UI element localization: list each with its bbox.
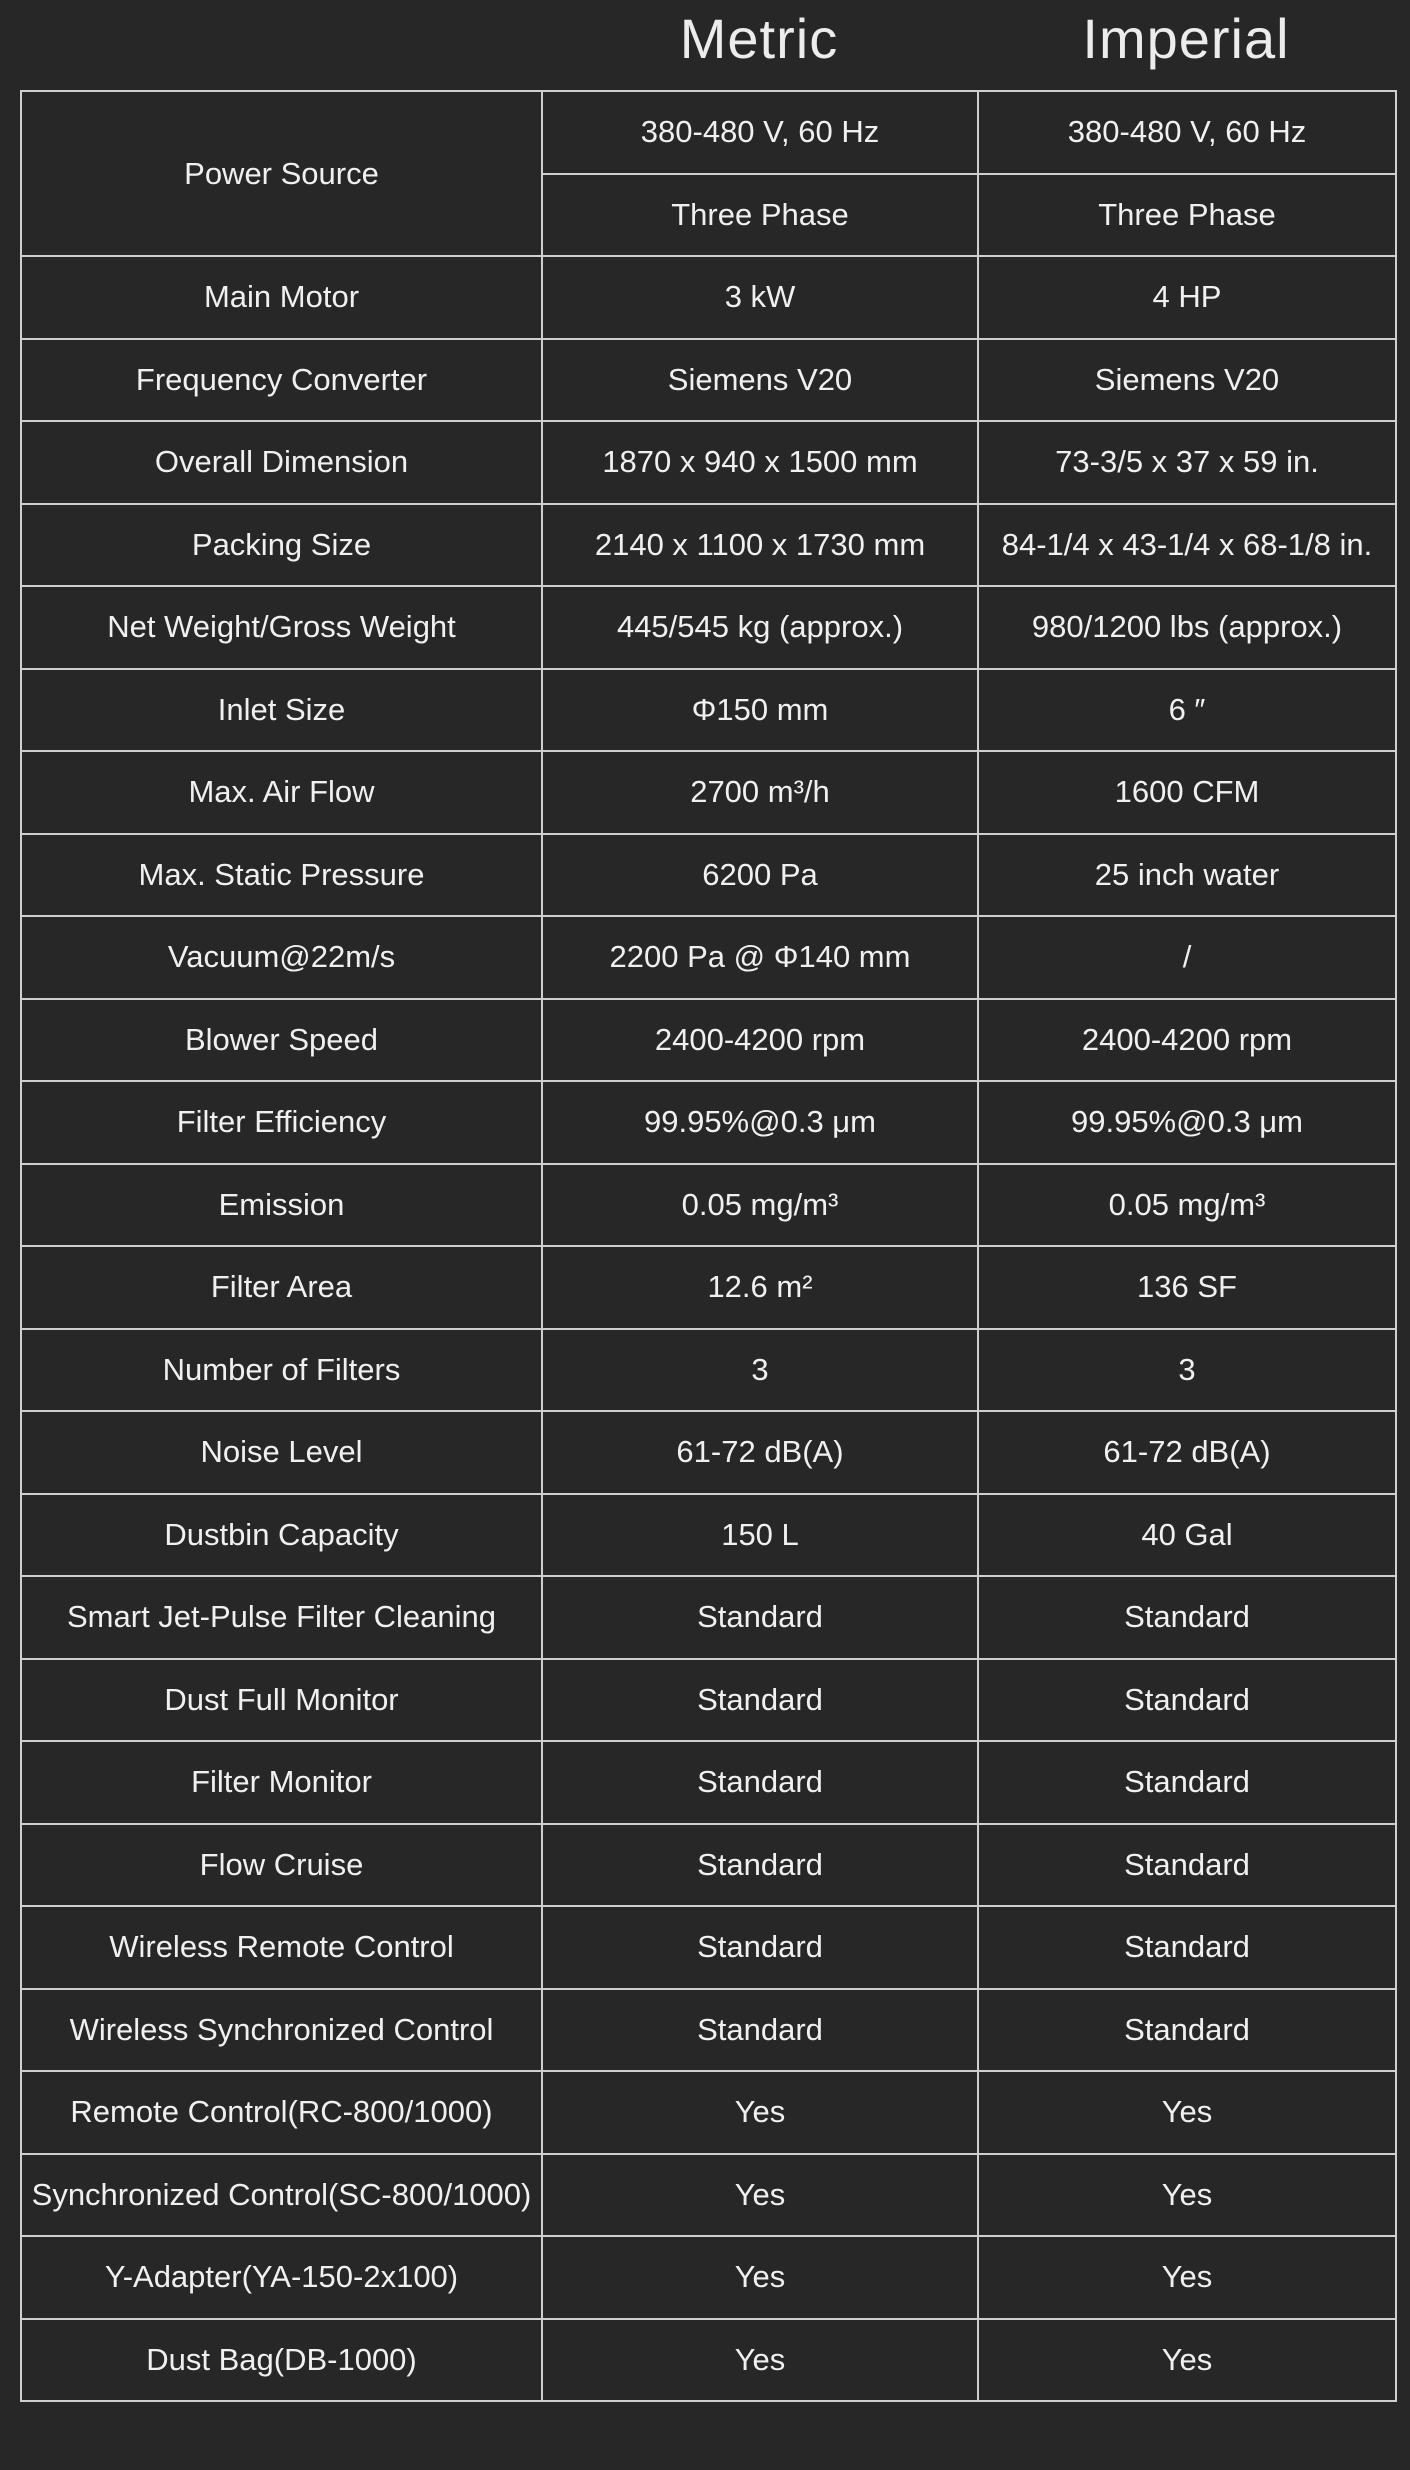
table-row	[21, 504, 1396, 587]
row-label: Flow Cruise	[21, 1824, 542, 1907]
imperial-value: Standard	[978, 1741, 1396, 1824]
metric-value: 380-480 V, 60 Hz	[542, 91, 978, 174]
table-row	[21, 916, 1396, 999]
row-label: Dust Bag(DB-1000)	[21, 2319, 542, 2402]
row-label: Emission	[21, 1164, 542, 1247]
imperial-value: 4 HP	[978, 256, 1396, 339]
row-label: Overall Dimension	[21, 421, 542, 504]
table-row	[21, 421, 1396, 504]
imperial-value: Standard	[978, 1576, 1396, 1659]
row-label: Number of Filters	[21, 1329, 542, 1412]
imperial-value: Standard	[978, 1824, 1396, 1907]
imperial-value: Three Phase	[978, 174, 1396, 257]
row-label: Max. Static Pressure	[21, 834, 542, 917]
imperial-value: 380-480 V, 60 Hz	[978, 91, 1396, 174]
table-row-power-source	[21, 91, 1396, 174]
imperial-value: 99.95%@0.3 μm	[978, 1081, 1396, 1164]
metric-value: Φ150 mm	[542, 669, 978, 752]
metric-value: Yes	[542, 2071, 978, 2154]
metric-value: Yes	[542, 2236, 978, 2319]
metric-value: 6200 Pa	[542, 834, 978, 917]
table-row	[21, 1494, 1396, 1577]
table-row	[21, 1824, 1396, 1907]
metric-value: 2140 x 1100 x 1730 mm	[542, 504, 978, 587]
row-label: Main Motor	[21, 256, 542, 339]
imperial-column-header: Imperial	[1082, 7, 1290, 70]
table-row	[21, 2236, 1396, 2319]
imperial-value: Yes	[978, 2071, 1396, 2154]
row-label: Filter Efficiency	[21, 1081, 542, 1164]
metric-value: Three Phase	[542, 174, 978, 257]
imperial-value: 84-1/4 x 43-1/4 x 68-1/8 in.	[978, 504, 1396, 587]
imperial-value: Yes	[978, 2319, 1396, 2402]
metric-value: Yes	[542, 2319, 978, 2402]
specifications-table	[20, 90, 1397, 2402]
imperial-value: 40 Gal	[978, 1494, 1396, 1577]
row-label: Wireless Synchronized Control	[21, 1989, 542, 2072]
metric-value: 150 L	[542, 1494, 978, 1577]
metric-value: 0.05 mg/m³	[542, 1164, 978, 1247]
table-row	[21, 669, 1396, 752]
imperial-value: Yes	[978, 2236, 1396, 2319]
table-row	[21, 1576, 1396, 1659]
table-row	[21, 1081, 1396, 1164]
imperial-value: 6 ″	[978, 669, 1396, 752]
metric-value: 3	[542, 1329, 978, 1412]
metric-value: 2200 Pa @ Φ140 mm	[542, 916, 978, 999]
table-row	[21, 834, 1396, 917]
metric-value: Yes	[542, 2154, 978, 2237]
row-label: Power Source	[21, 91, 542, 256]
table-row	[21, 2154, 1396, 2237]
metric-value: 99.95%@0.3 μm	[542, 1081, 978, 1164]
row-label: Wireless Remote Control	[21, 1906, 542, 1989]
row-label: Dustbin Capacity	[21, 1494, 542, 1577]
row-label: Y-Adapter(YA-150-2x100)	[21, 2236, 542, 2319]
metric-value: 2700 m³/h	[542, 751, 978, 834]
imperial-value: 980/1200 lbs (approx.)	[978, 586, 1396, 669]
metric-value: 12.6 m²	[542, 1246, 978, 1329]
row-label: Blower Speed	[21, 999, 542, 1082]
metric-value: 1870 x 940 x 1500 mm	[542, 421, 978, 504]
row-label: Max. Air Flow	[21, 751, 542, 834]
row-label: Frequency Converter	[21, 339, 542, 422]
table-row	[21, 1906, 1396, 1989]
metric-value: Standard	[542, 1659, 978, 1742]
row-label: Dust Full Monitor	[21, 1659, 542, 1742]
metric-value: Standard	[542, 1906, 978, 1989]
row-label: Synchronized Control(SC-800/1000)	[21, 2154, 542, 2237]
row-label: Smart Jet-Pulse Filter Cleaning	[21, 1576, 542, 1659]
imperial-value: 3	[978, 1329, 1396, 1412]
imperial-value: 61-72 dB(A)	[978, 1411, 1396, 1494]
row-label: Filter Area	[21, 1246, 542, 1329]
table-row	[21, 1989, 1396, 2072]
table-row	[21, 751, 1396, 834]
row-label: Vacuum@22m/s	[21, 916, 542, 999]
imperial-value: Standard	[978, 1989, 1396, 2072]
imperial-value: 0.05 mg/m³	[978, 1164, 1396, 1247]
metric-value: Standard	[542, 1989, 978, 2072]
imperial-value: 73-3/5 x 37 x 59 in.	[978, 421, 1396, 504]
metric-value: Standard	[542, 1741, 978, 1824]
table-row	[21, 999, 1396, 1082]
table-row	[21, 1246, 1396, 1329]
metric-column-header: Metric	[679, 7, 839, 70]
imperial-value: 1600 CFM	[978, 751, 1396, 834]
metric-value: Standard	[542, 1576, 978, 1659]
table-row	[21, 256, 1396, 339]
table-row	[21, 1329, 1396, 1412]
imperial-value: Standard	[978, 1906, 1396, 1989]
imperial-value: /	[978, 916, 1396, 999]
metric-value: Standard	[542, 1824, 978, 1907]
row-label: Noise Level	[21, 1411, 542, 1494]
table-row	[21, 1164, 1396, 1247]
table-row	[21, 339, 1396, 422]
table-row	[21, 2071, 1396, 2154]
table-row	[21, 2319, 1396, 2402]
row-label: Net Weight/Gross Weight	[21, 586, 542, 669]
imperial-value: Siemens V20	[978, 339, 1396, 422]
table-row	[21, 1411, 1396, 1494]
metric-value: 3 kW	[542, 256, 978, 339]
metric-value: 61-72 dB(A)	[542, 1411, 978, 1494]
imperial-value: 136 SF	[978, 1246, 1396, 1329]
metric-value: Siemens V20	[542, 339, 978, 422]
metric-value: 2400-4200 rpm	[542, 999, 978, 1082]
row-label: Filter Monitor	[21, 1741, 542, 1824]
metric-value: 445/545 kg (approx.)	[542, 586, 978, 669]
imperial-value: 25 inch water	[978, 834, 1396, 917]
column-headers	[0, 0, 1410, 90]
table-row	[21, 586, 1396, 669]
table-row	[21, 1659, 1396, 1742]
imperial-value: 2400-4200 rpm	[978, 999, 1396, 1082]
imperial-value: Yes	[978, 2154, 1396, 2237]
row-label: Packing Size	[21, 504, 542, 587]
row-label: Inlet Size	[21, 669, 542, 752]
row-label: Remote Control(RC-800/1000)	[21, 2071, 542, 2154]
imperial-value: Standard	[978, 1659, 1396, 1742]
table-row	[21, 1741, 1396, 1824]
